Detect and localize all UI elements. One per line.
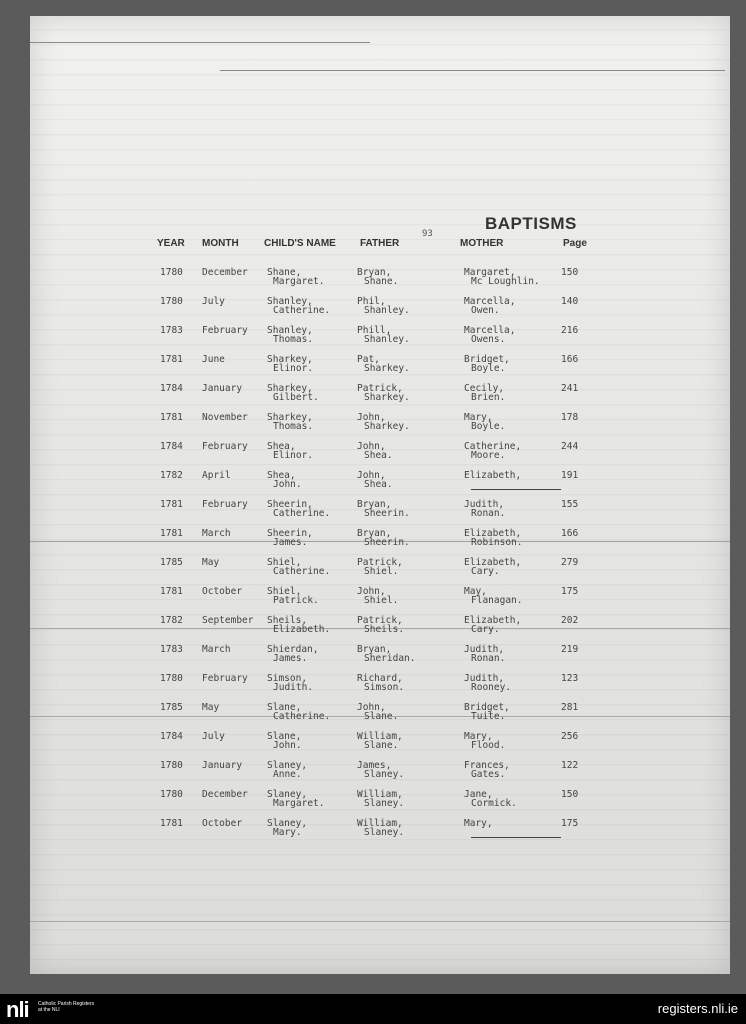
entry-mother-surname: Ronan. [471,653,506,664]
entry-father-surname: Shiel. [364,566,399,577]
entry-mother-surname: Ronan. [471,508,506,519]
entry-father-surname: Shiel. [364,595,399,606]
entry-mother-surname [471,480,561,493]
entry-father-forename: Phil, [357,296,386,307]
entry-mother-surname: Boyle. [471,421,506,432]
entry-child-forename: Elinor. [273,450,314,461]
entry-mother-forename: Marcella, [464,325,516,336]
entry-father-forename: John, [357,702,386,713]
entry-mother-surname: Owens. [471,334,506,345]
entry-mother-forename: May, [464,586,487,597]
blank-surname-line [471,828,561,838]
entry-child-forename: Gilbert. [273,392,319,403]
entry-child-forename: James. [273,653,308,664]
entry-row [30,413,730,443]
entry-child-forename: Elinor. [273,363,314,374]
register-page [30,16,730,974]
entry-father-surname: Sheridan. [364,653,416,664]
entry-child-surname: Slane, [267,702,302,713]
entry-row [30,616,730,646]
entry-mother-surname: Brien. [471,392,506,403]
entry-child-forename: Catherine. [273,711,331,722]
entry-mother-surname: Flanagan. [471,595,523,606]
entry-mother-surname: Rooney. [471,682,512,693]
entry-father-forename: John, [357,586,386,597]
entry-child-surname: Sheils, [267,615,308,626]
entry-row [30,703,730,733]
entry-mother-forename: Margaret, [464,267,516,278]
entry-father-forename: John, [357,412,386,423]
entry-row [30,587,730,617]
entry-child-surname: Sharkey, [267,383,313,394]
entry-mother-forename: Mary, [464,818,493,829]
site-link[interactable]: registers.nli.ie [657,1001,738,1016]
entry-child-forename: Margaret. [273,798,325,809]
entry-father-forename: Patrick, [357,557,403,568]
entry-year: 1783 [160,325,183,336]
entry-father-surname: Sheils. [364,624,405,635]
entry-child-surname: Slane, [267,731,302,742]
entry-mother-forename: Elizabeth, [464,557,522,568]
entry-page: 155 [561,499,579,510]
nli-logo[interactable]: nli [6,997,29,1022]
entry-year: 1785 [160,702,183,713]
entry-father-surname: Slane. [364,711,399,722]
entry-page: 281 [561,702,579,713]
entry-month: January [202,383,243,394]
entry-mother-forename: Elizabeth, [464,470,522,481]
entry-child-surname: Shanley, [267,325,313,336]
entry-father-forename: Bryan, [357,528,392,539]
entry-mother-forename: Bridget, [464,354,510,365]
entry-mother-surname: Tuite. [471,711,506,722]
entry-mother-surname: Flood. [471,740,506,751]
entry-month: December [202,267,248,278]
entry-row [30,326,730,356]
column-header-child: CHILD'S NAME [264,238,336,249]
entry-father-forename: Bryan, [357,644,392,655]
entry-mother-forename: Judith, [464,499,505,510]
entry-father-forename: James, [357,760,392,771]
entry-page: 202 [561,615,579,626]
entry-page: 216 [561,325,579,336]
entry-year: 1780 [160,789,183,800]
entry-child-surname: Slaney, [267,818,308,829]
entry-mother-forename: Bridget, [464,702,510,713]
entry-month: December [202,789,248,800]
entry-row [30,790,730,820]
entry-child-forename: Catherine. [273,508,331,519]
column-header-father: FATHER [360,238,400,249]
entry-father-surname: Shea. [364,479,393,490]
entry-year: 1784 [160,383,183,394]
entry-month: April [202,470,231,481]
entry-mother-forename: Elizabeth, [464,528,522,539]
entry-year: 1783 [160,644,183,655]
column-header-month: MONTH [202,238,239,249]
entry-page: 241 [561,383,579,394]
entry-child-surname: Shiel, [267,586,302,597]
entry-child-surname: Sharkey, [267,354,313,365]
entry-father-forename: William, [357,731,403,742]
entry-month: January [202,760,243,771]
scan-artifact-line [30,921,730,922]
footer-bar [0,994,746,1024]
scan-artifact-line [220,70,725,71]
entry-year: 1782 [160,470,183,481]
entry-mother-forename: Frances, [464,760,510,771]
entry-page: 178 [561,412,579,423]
entry-row [30,645,730,675]
entry-child-forename: Margaret. [273,276,325,287]
entry-father-surname: Sharkey. [364,363,410,374]
column-header-year: YEAR [157,238,185,249]
column-header-mother: MOTHER [460,238,504,249]
entry-year: 1781 [160,499,183,510]
nli-logo-caption: Catholic Parish Registers at the NLI [38,1001,95,1013]
entry-month: July [202,731,225,742]
entry-row [30,558,730,588]
entry-mother-forename: Judith, [464,673,505,684]
entry-child-forename: Anne. [273,769,302,780]
entry-child-forename: Thomas. [273,334,314,345]
entry-mother-surname: Moore. [471,450,506,461]
entry-mother-surname: Robinson. [471,537,523,548]
entry-mother-surname [471,828,561,841]
entry-father-surname: Sheerin. [364,537,410,548]
entry-year: 1784 [160,441,183,452]
entry-year: 1781 [160,354,183,365]
entry-year: 1782 [160,615,183,626]
entry-father-surname: Shea. [364,450,393,461]
entry-child-surname: Shierdan, [267,644,319,655]
entry-row [30,819,730,849]
entry-father-surname: Slaney. [364,827,405,838]
entry-month: February [202,499,248,510]
entry-father-surname: Shanley. [364,334,410,345]
entry-father-forename: John, [357,441,386,452]
entry-father-surname: Shanley. [364,305,410,316]
entry-month: May [202,702,220,713]
entry-page: 166 [561,354,579,365]
entry-child-surname: Sheerin, [267,499,313,510]
entry-child-forename: Thomas. [273,421,314,432]
entry-mother-surname: Gates. [471,769,506,780]
entry-year: 1781 [160,412,183,423]
entry-row [30,355,730,385]
entry-page: 244 [561,441,579,452]
entry-row [30,384,730,414]
entry-father-forename: Phill, [357,325,392,336]
entry-row [30,442,730,472]
entry-child-forename: Mary. [273,827,302,838]
entry-year: 1780 [160,673,183,684]
entry-child-forename: Patrick. [273,595,319,606]
entry-child-surname: Shea, [267,470,296,481]
entry-page: 150 [561,789,579,800]
entry-mother-forename: Mary, [464,731,493,742]
entry-father-forename: Richard, [357,673,403,684]
entry-page: 191 [561,470,579,481]
entry-mother-surname: Boyle. [471,363,506,374]
entry-mother-forename: Jane, [464,789,493,800]
entry-mother-surname: Cary. [471,624,500,635]
entry-father-forename: William, [357,818,403,829]
entry-child-surname: Shane, [267,267,302,278]
entry-child-surname: Shea, [267,441,296,452]
entry-year: 1781 [160,818,183,829]
entry-mother-surname: Owen. [471,305,500,316]
entry-father-forename: William, [357,789,403,800]
entry-page: 150 [561,267,579,278]
entry-year: 1780 [160,760,183,771]
entry-page: 279 [561,557,579,568]
entry-father-surname: Sharkey. [364,421,410,432]
entry-father-forename: Pat, [357,354,380,365]
entry-month: November [202,412,248,423]
blank-surname-line [471,480,561,490]
entry-row [30,761,730,791]
entry-row [30,268,730,298]
entry-mother-surname: Cary. [471,566,500,577]
entry-mother-forename: Judith, [464,644,505,655]
entry-father-forename: Patrick, [357,383,403,394]
entry-month: July [202,296,225,307]
entry-month: March [202,644,231,655]
entry-father-surname: Simson. [364,682,405,693]
entry-month: May [202,557,220,568]
entry-father-surname: Sheerin. [364,508,410,519]
entry-mother-forename: Catherine, [464,441,522,452]
entry-year: 1781 [160,586,183,597]
entry-page: 256 [561,731,579,742]
entry-month: October [202,818,243,829]
entry-row [30,500,730,530]
entry-father-forename: Patrick, [357,615,403,626]
entry-child-forename: Catherine. [273,566,331,577]
entry-row [30,297,730,327]
entry-year: 1784 [160,731,183,742]
column-header-page: Page [563,238,587,249]
entry-row [30,471,730,501]
entry-father-forename: Bryan, [357,499,392,510]
entry-mother-forename: Marcella, [464,296,516,307]
entry-father-surname: Slaney. [364,769,405,780]
entry-year: 1780 [160,296,183,307]
page-title: BAPTISMS [485,214,577,233]
entry-child-forename: John. [273,479,302,490]
entry-mother-forename: Mary, [464,412,493,423]
entry-month: September [202,615,254,626]
entry-page: 219 [561,644,579,655]
page-number: 93 [422,229,433,239]
entry-page: 175 [561,586,579,597]
entry-month: March [202,528,231,539]
entry-page: 166 [561,528,579,539]
entry-mother-forename: Elizabeth, [464,615,522,626]
entry-father-surname: Slaney. [364,798,405,809]
entry-child-surname: Slaney, [267,789,308,800]
entry-page: 140 [561,296,579,307]
entry-child-surname: Shiel, [267,557,302,568]
entry-child-surname: Simson, [267,673,308,684]
entry-child-surname: Shanley, [267,296,313,307]
entry-year: 1781 [160,528,183,539]
entry-child-forename: James. [273,537,308,548]
entry-mother-surname: Cormick. [471,798,517,809]
entry-child-surname: Slaney, [267,760,308,771]
entry-child-surname: Sheerin, [267,528,313,539]
entry-mother-forename: Cecily, [464,383,505,394]
entry-father-surname: Shane. [364,276,399,287]
entry-month: February [202,441,248,452]
entry-year: 1785 [160,557,183,568]
entry-child-forename: Catherine. [273,305,331,316]
entry-father-surname: Slane. [364,740,399,751]
entry-father-forename: Bryan, [357,267,392,278]
scan-artifact-line [30,42,370,43]
entry-row [30,674,730,704]
entry-child-forename: John. [273,740,302,751]
entry-child-surname: Sharkey, [267,412,313,423]
entry-child-forename: Judith. [273,682,314,693]
entry-year: 1780 [160,267,183,278]
entry-month: February [202,325,248,336]
entry-page: 122 [561,760,579,771]
entry-row [30,732,730,762]
entry-father-forename: John, [357,470,386,481]
entry-page: 175 [561,818,579,829]
entry-father-surname: Sharkey. [364,392,410,403]
entry-row [30,529,730,559]
entry-month: October [202,586,243,597]
entry-month: February [202,673,248,684]
entry-month: June [202,354,225,365]
entry-page: 123 [561,673,579,684]
entry-child-forename: Elizabeth. [273,624,331,635]
entry-mother-surname: Mc Loughlin. [471,276,540,287]
